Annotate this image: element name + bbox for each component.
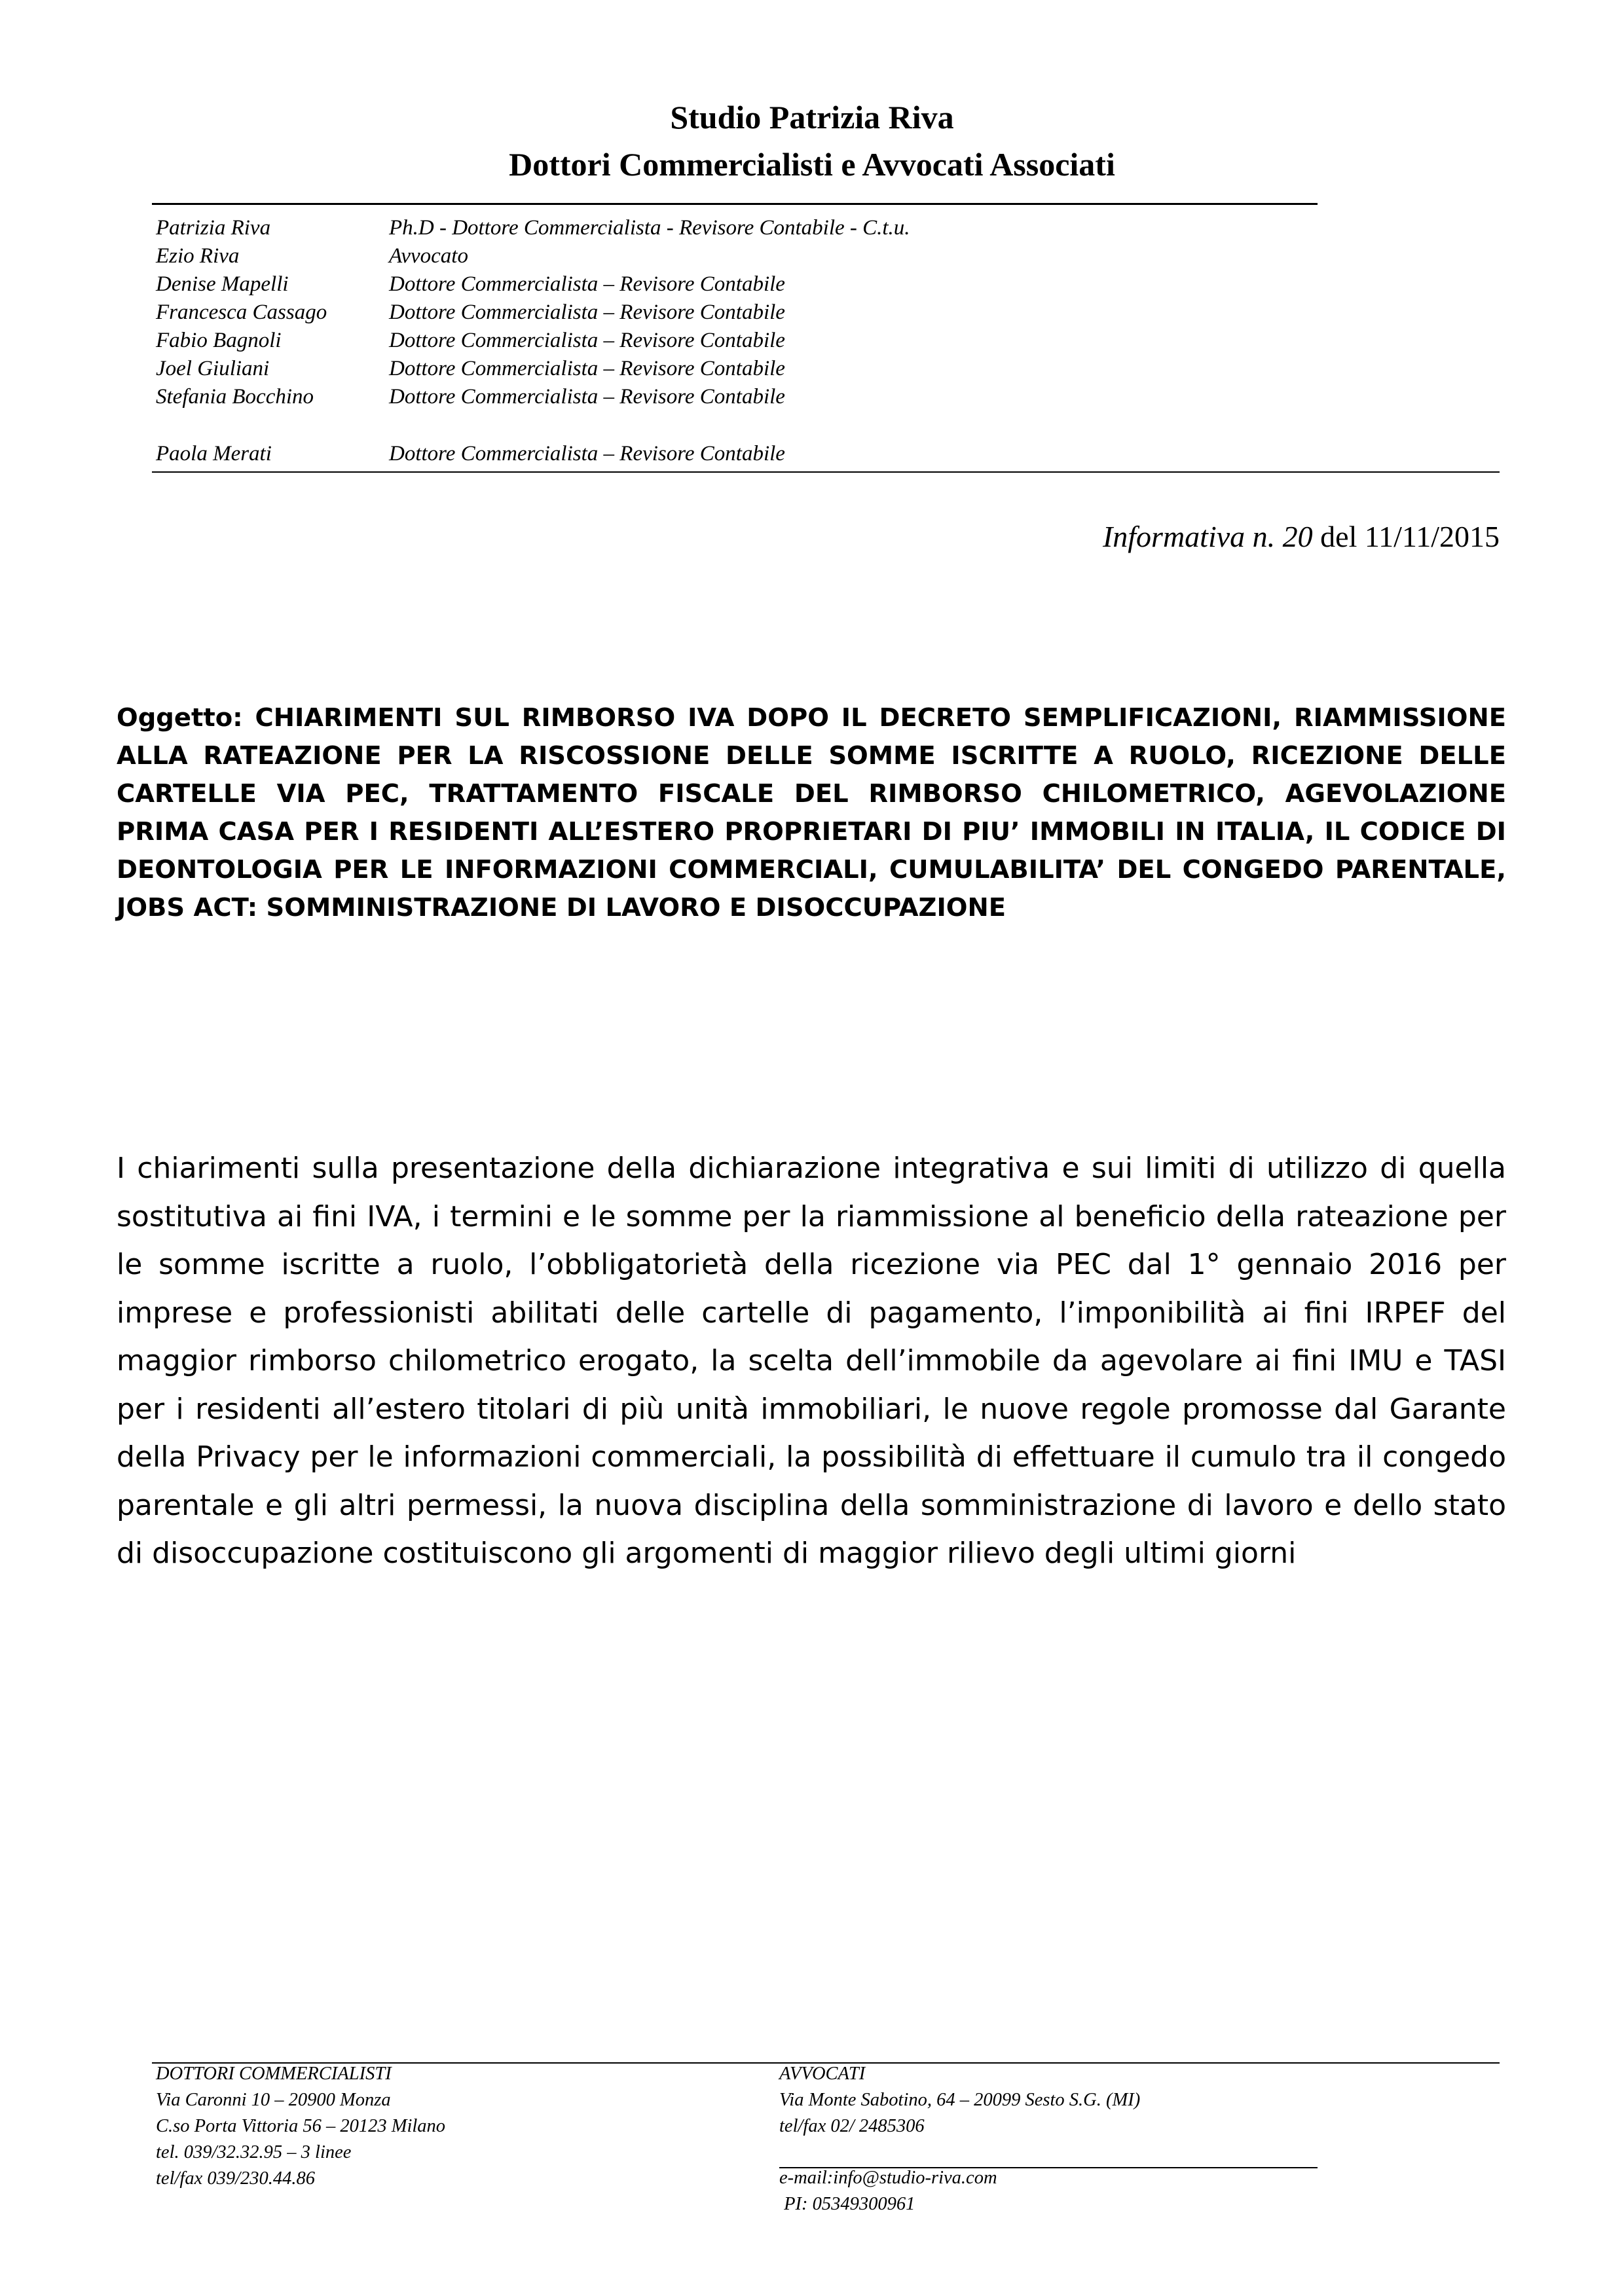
footer-commercialisti-heading: DOTTORI COMMERCIALISTI <box>156 2064 392 2084</box>
informativa-number: Informativa n. 20 <box>1102 520 1313 553</box>
partner-role: Dottore Commercialista – Revisore Contabile <box>389 329 785 352</box>
subject-heading: Oggetto: CHIARIMENTI SUL RIMBORSO IVA DOPO IL DECRETO SEMPLIFICAZIONI, RIAMMISSIONE ALLA RATEAZIONE PER LA RISCOSSIONE DELLE SOMME ISCRITTE A RUOLO, RICEZIONE DELLE CARTELLE VIA PEC, TRATTAMENTO FISCALE DEL RIMBORSO CHILOMETRICO, AGEVOLAZIONE PRIMA CASA PER I RESIDENTI ALL’ESTERO PROPRIETARI DI PIU’ IMMOBILI IN ITALIA, IL CODICE DI DEONTOLOGIA PER LE INFORMAZIONI COMMERCIALI, CUMULABILITA’ DEL CONGEDO PARENTALE, JOBS ACT: SOMMINISTRAZIONE DI LAVORO E DISOCCUPAZIONE <box>117 703 1506 922</box>
footer-phone: tel. 039/32.32.95 – 3 linee <box>156 2142 352 2162</box>
footer-avvocati-fax: tel/fax 02/ 2485306 <box>779 2116 925 2136</box>
footer-address-monza: Via Caronni 10 – 20900 Monza <box>156 2090 391 2110</box>
partner-name: Joel Giuliani <box>156 357 270 380</box>
partner-name: Ezio Riva <box>156 244 240 268</box>
informativa-date: del 11/11/2015 <box>1320 520 1500 553</box>
partner-name: Stefania Bocchino <box>156 385 314 409</box>
partner-name: Denise Mapelli <box>156 272 289 296</box>
firm-name: Studio Patrizia Riva <box>670 99 954 136</box>
footer-avvocati <box>779 2061 1140 2140</box>
footer-address-sesto: Via Monte Sabotino, 64 – 20099 Sesto S.G. (MI) <box>779 2090 1141 2110</box>
partner-role: Avvocato <box>389 244 468 268</box>
body-paragraph: I chiarimenti sulla presentazione della dichiarazione integrativa e sui limiti di utilizzo di quella sostitutiva ai fini IVA, i termini e le somme per la riammissione al beneficio della rateazione per le somme iscritte a ruolo, l’obbligatorietà della ricezione via PEC dal 1° gennaio 2016 per imprese e professionisti abilitati delle cartelle di pagamento, l’imponibilità ai fini IRPEF del maggior rimborso chilometrico erogato, la scelta dell’immobile da agevolare ai fini IMU e TASI per i residenti all’estero titolari di più unità immobiliari, le nuove regole promosse dal Garante della Privacy per le informazioni commerciali, la possibilità di effettuare il cumulo tra il congedo parentale e gli altri permessi, la nuova disciplina della somministrazione di lavoro e dello stato di disoccupazione costituiscono gli argomenti di maggior rilievo degli ultimi giorni <box>117 1152 1506 1570</box>
partner-role: Ph.D - Dottore Commercialista - Revisore Contabile - C.t.u. <box>389 216 910 240</box>
partner-role: Dottore Commercialista – Revisore Contabile <box>389 272 785 296</box>
footer-contacts <box>779 2165 997 2217</box>
footer-commercialisti <box>156 2061 445 2192</box>
partner-role: Dottore Commercialista – Revisore Contabile <box>389 357 785 380</box>
partner-name: Francesca Cassago <box>156 301 327 324</box>
firm-subtitle: Dottori Commercialisti e Avvocati Associati <box>509 146 1115 183</box>
letterhead-divider <box>152 203 1318 205</box>
informativa-reference <box>1103 519 1500 555</box>
partner-role: Dottore Commercialista – Revisore Contabile <box>389 301 785 324</box>
footer-fax: tel/fax 039/230.44.86 <box>156 2168 316 2189</box>
footer-vat-number: PI: 05349300961 <box>779 2194 915 2214</box>
footer-email: e-mail:info@studio-riva.com <box>779 2168 997 2188</box>
footer-avvocati-heading: AVVOCATI <box>779 2064 866 2084</box>
footer-address-milano: C.so Porta Vittoria 56 – 20123 Milano <box>156 2116 446 2136</box>
partner-name: Paola Merati <box>156 442 272 465</box>
partner-role: Dottore Commercialista – Revisore Contabile <box>389 385 785 409</box>
partners-divider <box>152 471 1500 473</box>
partner-role: Dottore Commercialista – Revisore Contabile <box>389 442 785 465</box>
partner-name: Patrizia Riva <box>156 216 271 240</box>
partner-name: Fabio Bagnoli <box>156 329 282 352</box>
